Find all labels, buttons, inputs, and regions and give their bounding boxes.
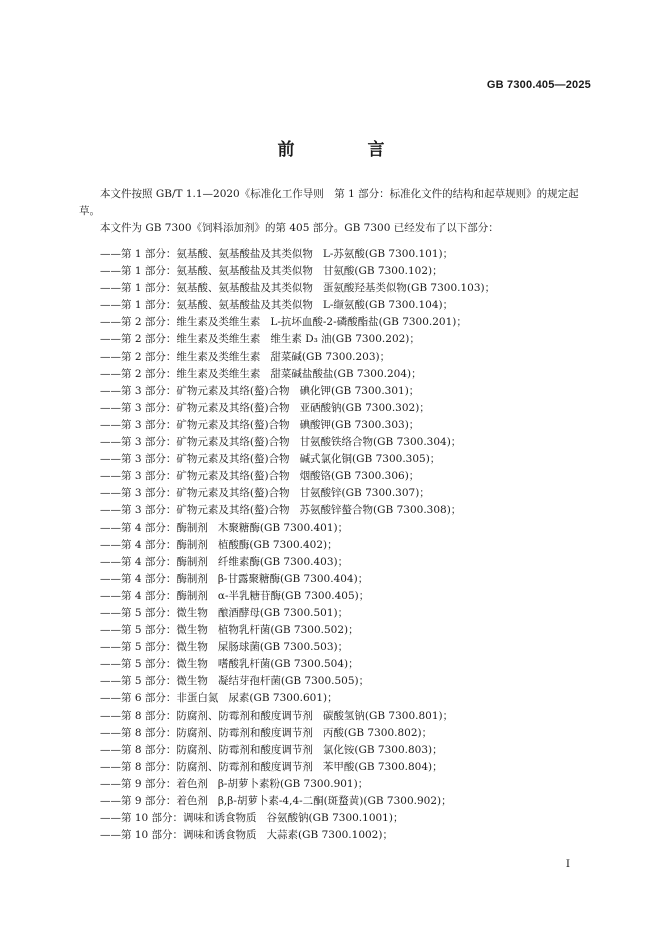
list-dash: ——	[100, 572, 121, 585]
list-dash: ——	[100, 606, 121, 619]
list-item	[79, 759, 593, 776]
list-item	[79, 417, 593, 434]
published-parts-list	[79, 246, 593, 844]
part-item-name: 甜菜碱(GB 7300.203)；	[270, 350, 391, 363]
list-dash: ——	[100, 521, 121, 534]
list-item	[79, 520, 593, 537]
part-prefix: 第 3 部分：矿物元素及其络(螯)合物	[121, 436, 290, 449]
part-prefix: 第 5 部分：微生物	[121, 606, 208, 619]
list-dash: ——	[100, 504, 121, 517]
list-item	[79, 434, 593, 451]
list-item	[79, 742, 593, 759]
part-prefix: 第 3 部分：矿物元素及其络(螯)合物	[121, 453, 290, 466]
part-prefix: 第 2 部分：维生素及类维生素	[121, 350, 261, 363]
part-prefix: 第 3 部分：矿物元素及其络(螯)合物	[121, 401, 290, 414]
part-prefix: 第 3 部分：矿物元素及其络(螯)合物	[121, 384, 290, 397]
list-item	[79, 297, 593, 314]
part-prefix: 第 1 部分：氨基酸、氨基酸盐及其类似物	[121, 299, 313, 312]
list-item	[79, 400, 593, 417]
part-item-name: 植酸酶(GB 7300.402)；	[217, 538, 338, 551]
part-prefix: 第 5 部分：微生物	[121, 658, 208, 671]
part-item-name: L-抗坏血酸-2-磷酸酯盐(GB 7300.201)；	[270, 316, 467, 329]
part-item-name: 甜菜碱盐酸盐(GB 7300.204)；	[270, 367, 422, 380]
list-item	[79, 673, 593, 690]
page-number: I	[565, 858, 570, 870]
part-item-name: 苏氨酸锌螯合物(GB 7300.308)；	[299, 504, 462, 517]
part-prefix: 第 4 部分：酶制剂	[121, 521, 208, 534]
part-item-name: 碱式氯化铜(GB 7300.305)；	[299, 453, 441, 466]
list-item	[79, 263, 593, 280]
list-dash: ——	[100, 812, 121, 825]
list-dash: ——	[100, 777, 121, 790]
part-item-name: 碳酸氢钠(GB 7300.801)；	[322, 709, 454, 722]
part-prefix: 第 3 部分：矿物元素及其络(螯)合物	[121, 504, 290, 517]
list-item	[79, 383, 593, 400]
list-item	[79, 656, 593, 673]
list-item	[79, 810, 593, 827]
list-item	[79, 571, 593, 588]
list-dash: ——	[100, 299, 121, 312]
part-item-name: 凝结芽孢杆菌(GB 7300.505)；	[217, 675, 370, 688]
part-prefix: 第 4 部分：酶制剂	[121, 572, 208, 585]
part-item-name: 亚硒酸钠(GB 7300.302)；	[299, 401, 430, 414]
list-dash: ——	[100, 401, 121, 414]
list-dash: ——	[100, 418, 121, 431]
list-dash: ——	[100, 333, 121, 346]
part-item-name: 甘氨酸锌(GB 7300.307)；	[299, 487, 430, 500]
part-prefix: 第 1 部分：氨基酸、氨基酸盐及其类似物	[121, 265, 313, 278]
list-dash: ——	[100, 726, 121, 739]
list-dash: ——	[100, 658, 121, 671]
part-prefix: 第 2 部分：维生素及类维生素	[121, 367, 261, 380]
list-item	[79, 793, 593, 810]
part-prefix: 第 9 部分：着色剂	[121, 777, 208, 790]
part-item-name: 嗜酸乳杆菌(GB 7300.504)；	[217, 658, 359, 671]
part-item-name: 蛋氨酸羟基类似物(GB 7300.103)；	[322, 282, 496, 295]
part-item-name: 苯甲酸(GB 7300.804)；	[322, 760, 443, 773]
list-dash: ——	[100, 453, 121, 466]
intro-paragraph-1: 本文件按照 GB/T 1.1—2020《标准化工作导则 第 1 部分：标准化文件的结构和起草规则》的规定起草。	[79, 188, 579, 217]
part-item-name: β-胡萝卜素粉(GB 7300.901)；	[217, 777, 369, 790]
list-item	[79, 554, 593, 571]
standard-code: GB 7300.405—2025	[486, 79, 591, 91]
part-prefix: 第 3 部分：矿物元素及其络(螯)合物	[121, 418, 290, 431]
part-prefix: 第 9 部分：着色剂	[121, 795, 208, 807]
part-prefix: 第 5 部分：微生物	[121, 624, 208, 637]
list-dash: ——	[100, 589, 121, 602]
list-item	[79, 485, 593, 502]
list-dash: ——	[100, 692, 121, 705]
list-item	[79, 537, 593, 554]
part-item-name: L-苏氨酸(GB 7300.101)；	[322, 248, 454, 260]
list-dash: ——	[100, 624, 121, 637]
list-dash: ——	[100, 555, 121, 568]
part-item-name: 碘酸钾(GB 7300.303)；	[299, 418, 420, 431]
part-prefix: 第 8 部分：防腐剂、防霉剂和酸度调节剂	[121, 726, 313, 739]
part-item-name: L-缬氨酸(GB 7300.104)；	[322, 299, 454, 312]
part-prefix: 第 8 部分：防腐剂、防霉剂和酸度调节剂	[121, 743, 313, 756]
list-item	[79, 622, 593, 639]
list-item	[79, 331, 593, 348]
list-dash: ——	[100, 829, 121, 842]
part-item-name: 木聚糖酶(GB 7300.401)；	[217, 521, 349, 534]
part-item-name: β,β-胡萝卜素-4,4-二酮(斑蝥黄)(GB 7300.902)；	[217, 795, 452, 807]
list-dash: ——	[100, 675, 121, 688]
list-dash: ——	[100, 282, 121, 295]
list-dash: ——	[100, 384, 121, 397]
part-prefix: 第 5 部分：微生物	[121, 675, 208, 688]
part-prefix: 第 1 部分：氨基酸、氨基酸盐及其类似物	[121, 282, 313, 295]
part-item-name: 屎肠球菌(GB 7300.503)；	[217, 641, 349, 654]
list-item	[79, 605, 593, 622]
part-prefix: 第 8 部分：防腐剂、防霉剂和酸度调节剂	[121, 709, 313, 722]
list-dash: ——	[100, 350, 121, 363]
list-item	[79, 639, 593, 656]
list-dash: ——	[100, 709, 121, 722]
part-item-name: 甘氨酸(GB 7300.102)；	[322, 265, 443, 278]
part-prefix: 第 4 部分：酶制剂	[121, 538, 208, 551]
list-item	[79, 502, 593, 519]
part-item-name: 尿素(GB 7300.601)；	[228, 692, 338, 705]
list-dash: ——	[100, 316, 121, 329]
list-dash: ——	[100, 641, 121, 654]
part-item-name: 大蒜素(GB 7300.1002)；	[266, 829, 393, 842]
list-item	[79, 366, 593, 383]
part-item-name: 烟酸铬(GB 7300.306)；	[299, 470, 420, 483]
list-dash: ——	[100, 760, 121, 773]
list-item	[79, 708, 593, 725]
intro-paragraph-2: 本文件为 GB 7300《饲料添加剂》的第 405 部分。GB 7300 已经发布了以下部分：	[100, 222, 499, 234]
part-item-name: 谷氨酸钠(GB 7300.1001)；	[266, 812, 404, 825]
list-item	[79, 776, 593, 793]
part-prefix: 第 3 部分：矿物元素及其络(螯)合物	[121, 470, 290, 483]
list-item	[79, 690, 593, 707]
part-prefix: 第 2 部分：维生素及类维生素	[121, 316, 261, 329]
list-dash: ——	[100, 436, 121, 449]
part-item-name: 氯化铵(GB 7300.803)；	[322, 743, 443, 756]
part-item-name: 纤维素酶(GB 7300.403)；	[217, 555, 349, 568]
list-item	[79, 451, 593, 468]
part-item-name: 维生素 D₃ 油(GB 7300.202)；	[270, 333, 420, 346]
part-prefix: 第 10 部分：调味和诱食物质	[121, 812, 257, 825]
part-item-name: 甘氨酸铁络合物(GB 7300.304)；	[299, 436, 462, 449]
list-item	[79, 246, 593, 263]
list-item	[79, 468, 593, 485]
part-item-name: β-甘露聚糖酶(GB 7300.404)；	[217, 572, 369, 585]
part-item-name: 碘化钾(GB 7300.301)；	[299, 384, 420, 397]
part-prefix: 第 6 部分：非蛋白氮	[121, 692, 219, 705]
list-dash: ——	[100, 538, 121, 551]
part-item-name: 丙酸(GB 7300.802)；	[322, 726, 433, 739]
part-prefix: 第 4 部分：酶制剂	[121, 555, 208, 568]
list-item	[79, 588, 593, 605]
list-dash: ——	[100, 743, 121, 756]
part-prefix: 第 4 部分：酶制剂	[121, 589, 208, 602]
list-item	[79, 280, 593, 297]
part-item-name: α-半乳糖苷酶(GB 7300.405)；	[217, 589, 370, 602]
list-dash: ——	[100, 265, 121, 278]
part-prefix: 第 8 部分：防腐剂、防霉剂和酸度调节剂	[121, 760, 313, 773]
part-item-name: 植物乳杆菌(GB 7300.502)；	[217, 624, 359, 637]
part-prefix: 第 10 部分：调味和诱食物质	[121, 829, 257, 842]
list-dash: ——	[100, 470, 121, 483]
list-dash: ——	[100, 487, 121, 500]
part-prefix: 第 2 部分：维生素及类维生素	[121, 333, 261, 346]
intro-section	[79, 186, 593, 237]
part-item-name: 酿酒酵母(GB 7300.501)；	[217, 606, 349, 619]
list-item	[79, 827, 593, 844]
list-dash: ——	[100, 248, 121, 260]
list-dash: ——	[100, 367, 121, 380]
part-prefix: 第 3 部分：矿物元素及其络(螯)合物	[121, 487, 290, 500]
list-item	[79, 349, 593, 366]
part-prefix: 第 5 部分：微生物	[121, 641, 208, 654]
page-title: 前 言	[277, 140, 413, 160]
list-item	[79, 725, 593, 742]
list-dash: ——	[100, 795, 121, 807]
list-item	[79, 314, 593, 331]
part-prefix: 第 1 部分：氨基酸、氨基酸盐及其类似物	[121, 248, 313, 260]
